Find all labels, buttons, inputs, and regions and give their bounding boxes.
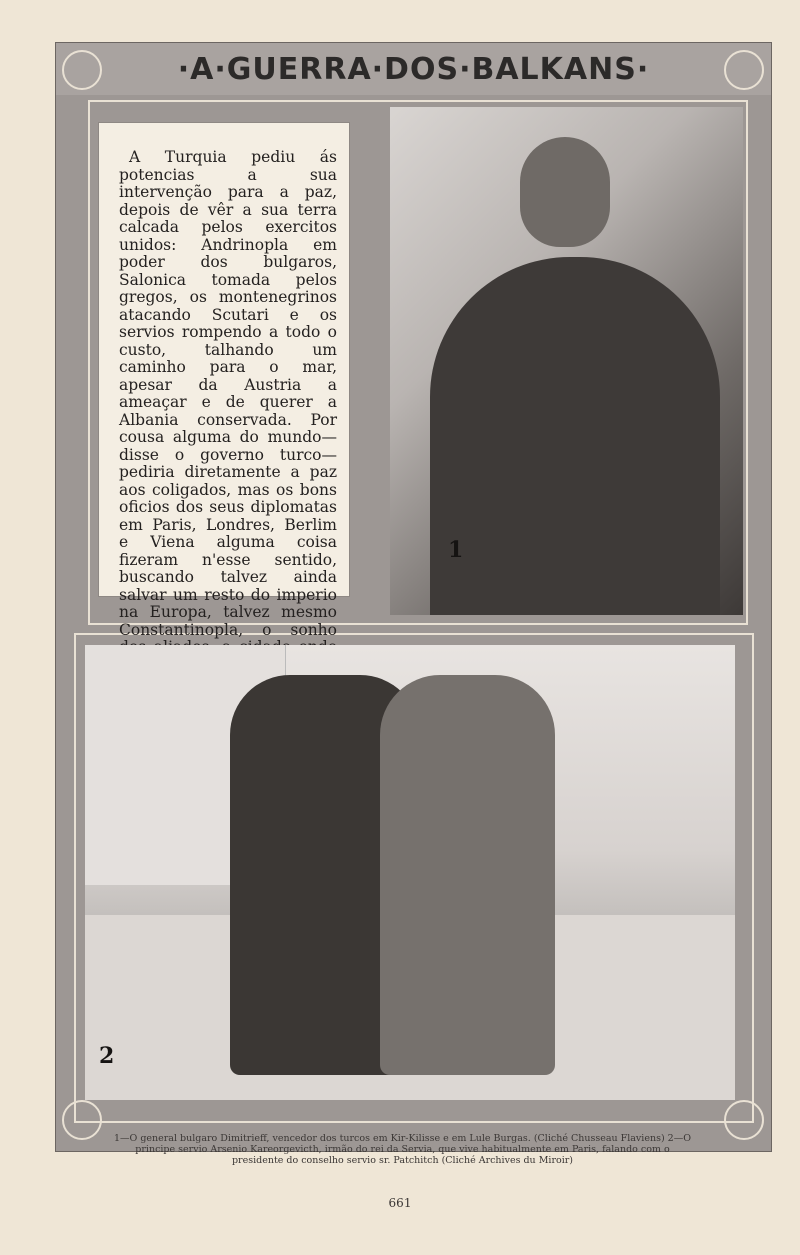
page-title: ·A·GUERRA·DOS·BALKANS· [177, 51, 650, 87]
photo-figure-head [520, 137, 610, 247]
article-text: A Turquia pediu ás potencias a sua intervenção para a paz, depois de vêr a sua terra calcada pelos exercitos unidos: Andrinopla em poder dos bulgaros, Salonica tomada pelos gregos, os montenegrinos atacando Scutari e os servios rompendo a todo o custo, talhando um caminho para o mar, apesar da Austria a ameaçar e de querer a Albania conservada. Por cousa alguma do mundo—disse o governo turco—pediria diretamente a paz aos coligados, mas os bons oficios dos seus diplomatas em Paris, Londres, Berlim e Viena alguma coisa fizeram n'esse sentido, buscando talvez ainda salvar um resto do imperio na Europa, talvez mesmo Constantinopla, o sonho [119, 148, 337, 639]
photo-number-2: 2 [99, 1043, 115, 1069]
ornament-icon [62, 1100, 102, 1140]
page-number: 661 [388, 1196, 412, 1210]
photo-arsenio-patchitch [85, 645, 735, 1100]
photo-general-dimitrieff [390, 107, 743, 615]
photo-figure-right [380, 675, 555, 1075]
ornament-icon [724, 50, 764, 90]
title-band [56, 43, 771, 95]
ornament-icon [62, 50, 102, 90]
photo-number-1: 1 [448, 537, 464, 563]
photo-caption: 1—O general bulgaro Dimitrieff, vencedor dos turcos em Kir-Kilisse e em Lule Burgas. (Cliché Chusseau Flaviens) 2—O principe servio Arsenio Kareorgevicth, irmão do rei da Servia, que vive habitualmente em Paris, falando com o presidente do conselho servio sr. Patchitch (Cliché Archives du Miroir) [113, 1133, 692, 1166]
article-text-box [98, 122, 350, 639]
photo-figure [430, 257, 720, 615]
ornament-icon [724, 1100, 764, 1140]
